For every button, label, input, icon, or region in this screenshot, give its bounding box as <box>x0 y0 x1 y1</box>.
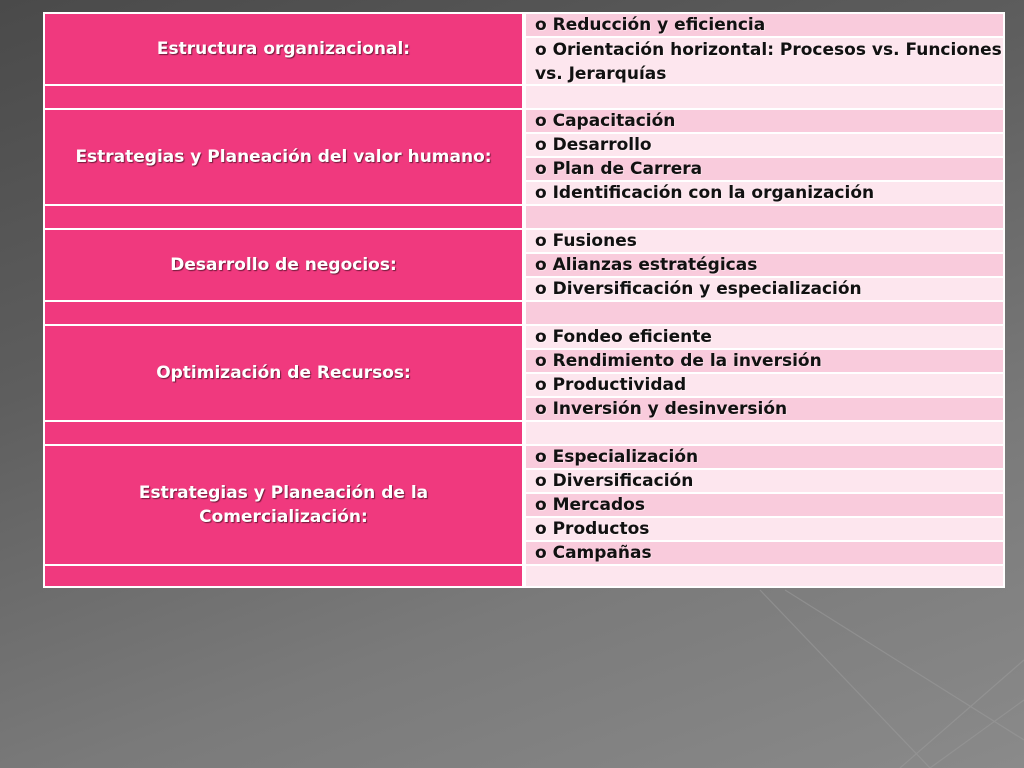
item-productividad: o Productividad <box>526 374 1003 396</box>
item-diversificacion-especializacion: o Diversificación y especialización <box>526 278 1003 300</box>
strategy-table <box>43 12 1005 588</box>
spacer-row <box>526 566 1003 586</box>
item-productos: o Productos <box>526 518 1003 540</box>
spacer-row <box>526 206 1003 228</box>
item-mercados: o Mercados <box>526 494 1003 516</box>
item-desarrollo: o Desarrollo <box>526 134 1003 156</box>
spacer-row <box>45 302 522 324</box>
item-orientacion: o Orientación horizontal: Procesos vs. Funciones vs. Jerarquías <box>526 38 1003 84</box>
spacer-row <box>526 86 1003 108</box>
spacer-row <box>45 86 522 108</box>
section-label-valor-humano: Estrategias y Planeación del valor humano: <box>45 110 522 204</box>
section-label-comercializacion: Estrategias y Planeación de la Comercialización: <box>45 446 522 564</box>
item-inversion: o Inversión y desinversión <box>526 398 1003 420</box>
spacer-row <box>526 302 1003 324</box>
spacer-row <box>45 422 522 444</box>
item-capacitacion: o Capacitación <box>526 110 1003 132</box>
item-plan-carrera: o Plan de Carrera <box>526 158 1003 180</box>
spacer-row <box>526 422 1003 444</box>
spacer-row <box>45 566 522 586</box>
item-rendimiento: o Rendimiento de la inversión <box>526 350 1003 372</box>
item-identificacion: o Identificación con la organización <box>526 182 1003 204</box>
section-label-estructura: Estructura organizacional: <box>45 14 522 84</box>
section-label-recursos: Optimización de Recursos: <box>45 326 522 420</box>
item-fusiones: o Fusiones <box>526 230 1003 252</box>
spacer-row <box>45 206 522 228</box>
item-diversificacion: o Diversificación <box>526 470 1003 492</box>
item-reduccion: o Reducción y eficiencia <box>526 14 1003 36</box>
item-campanas: o Campañas <box>526 542 1003 564</box>
item-alianzas: o Alianzas estratégicas <box>526 254 1003 276</box>
section-label-negocios: Desarrollo de negocios: <box>45 230 522 300</box>
item-fondeo: o Fondeo eficiente <box>526 326 1003 348</box>
item-especializacion: o Especialización <box>526 446 1003 468</box>
